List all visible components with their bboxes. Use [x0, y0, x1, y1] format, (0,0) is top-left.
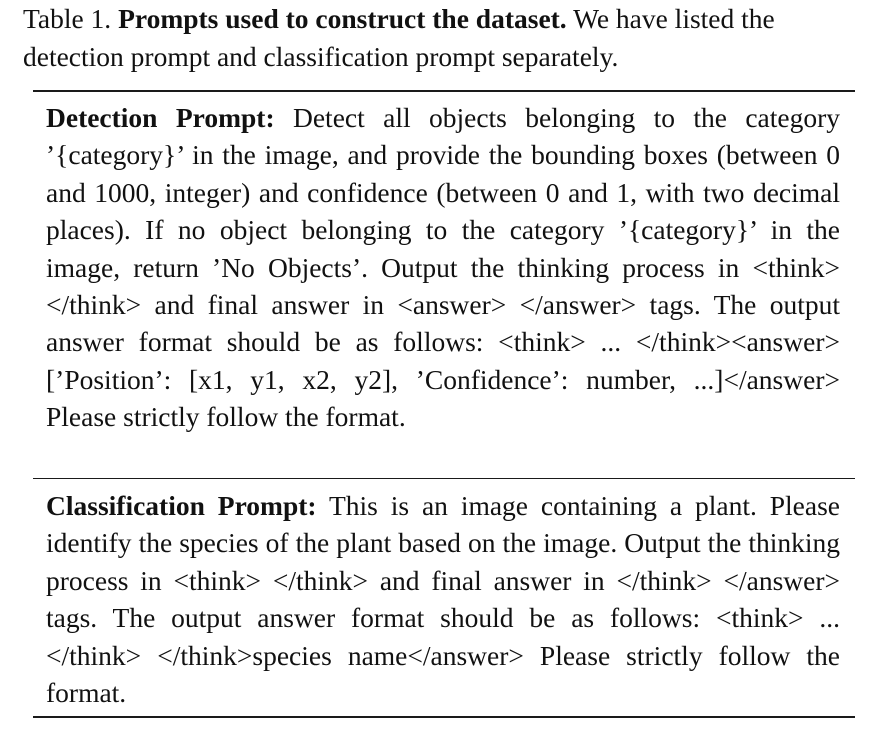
table-title: Prompts used to construct the dataset.	[118, 3, 567, 34]
middle-rule	[33, 478, 855, 479]
detection-prompt-text: Detect all objects belonging to the category ’{category}’ in the image, and provide the bounding boxes (between 0 and 1000, integer) and confidence (between 0 and 1, with two decimal places). If no object belonging to the category ’{category}’ in the image, return ’No Objects’. Output the thinking process in <think> </think> and final answer in <answer> </answer> tags. The output answer format should be as follows: <think> ... </think><answer>[’Position’: [x1, y1, x2, y2], ’Confidence’: number, ...]</answer> Please strictly follow the format.	[46, 102, 840, 433]
classification-prompt-heading: Classification Prompt:	[46, 490, 317, 521]
table-caption	[23, 0, 849, 75]
detection-prompt-cell	[46, 99, 840, 436]
table-label: Table 1.	[23, 3, 119, 34]
bottom-rule	[33, 716, 855, 718]
caption-text: We have listed the detection prompt and classification prompt separately.	[23, 3, 775, 72]
top-rule	[33, 90, 855, 92]
classification-prompt-text: This is an image containing a plant. Please identify the species of the plant based on the image. Output the thinking process in <think> </think> and final answer in </think> </answer> tags. The output answer format should be as follows: <think> ... </think> </think>species name</answer> Please strictly follow the format.	[46, 490, 840, 709]
classification-prompt-cell	[46, 487, 840, 711]
detection-prompt-heading: Detection Prompt:	[46, 102, 275, 133]
